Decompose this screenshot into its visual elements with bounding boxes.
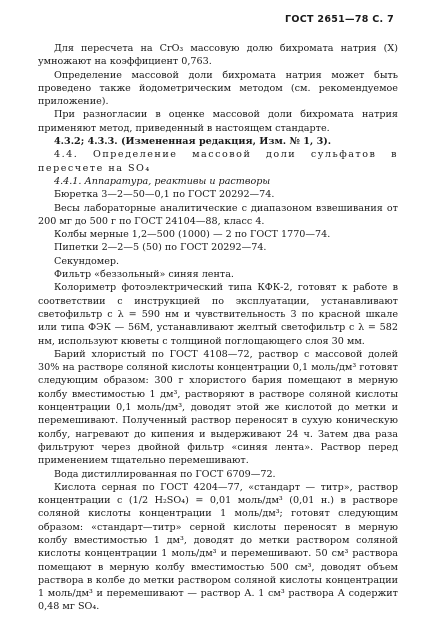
paragraph-disagreement: При разногласии в оценке массовой доли бихромата натрия применяют метод, приведенный в настоящем стандарте. (38, 109, 398, 134)
section-heading-sulfates: 4.4. Определение массовой доли сульфатов в пересчете на SO₄ (38, 149, 398, 174)
item-colorimeter: Колориметр фотоэлектрический типа КФК-2, готовят к работе в соответствии с инструкцией по эксплуатации, устанавливают светофильтр с λ = 590 нм и чувствительность 3 по красной шкале или типа ФЭК — 56М, устанавливают желтый светофильтр с λ = 582 нм, используют кюветы с толщиной поглощающего слоя 30 мм. (38, 282, 398, 347)
paragraph-amendment: 4.3.2; 4.3.3. (Измененная редакция, Изм. № 1, 3). (54, 136, 332, 148)
item-distilled-water: Вода дистиллированная по ГОСТ 6709—72. (54, 468, 276, 480)
item-flasks: Колбы мерные 1,2—500 (1000) — 2 по ГОСТ 1770—74. (54, 229, 331, 241)
item-stopwatch: Секундомер. (54, 255, 120, 267)
item-pipettes: Пипетки 2—2—5 (50) по ГОСТ 20292—74. (54, 242, 267, 254)
subsection-heading-apparatus: 4.4.1. Аппаратура, реактивы и растворы (54, 175, 271, 187)
item-barium-chloride: Барий хлористый по ГОСТ 4108—72, раствор с массовой долей 30% на растворе соляной кислоты концентрации 0,1 моль/дм³ готовят следующим образом: 300 г хлористого бария помещают в мерную колбу вместимостью 1 дм³, растворяют в растворе соляной кислоты концентрации 0,1 моль/дм³, доводят этой же кислотой до метки и перемешивают. Полученный раствор переносят в сухую коническую колбу, нагревают до кипения и выдерживают 24 ч. Затем два раза фильтруют через двойной фильтр «синяя лента». Раствор перед применением тщательно перемешивают. (38, 348, 398, 467)
document-body (38, 42, 398, 614)
item-sulfuric-acid: Кислота серная по ГОСТ 4204—77, «стандарт — титр», раствор концентрации c (1/2 H₂SO₄) = 0,01 моль/дм³ (0,01 н.) в растворе соляной кислоты концентрации 1 моль/дм³; готовят следующим образом: «стандарт—титр» серной кислоты переносят в мерную колбу вместимостью 1 дм³, доводят до метки раствором соляной кислоты концентрации 1 моль/дм³ и перемешивают. 50 см³ раствора помещают в мерную колбу вместимостью 500 см³, доводят объем раствора в колбе до метки раствором соляной кислоты концентрации 1 моль/дм³ и перемешивают — раствор А. 1 см³ раствора А содержит 0,48 мг SO₄. (38, 481, 398, 613)
item-burette: Бюретка 3—2—50—0,1 по ГОСТ 20292—74. (54, 189, 275, 201)
item-filter: Фильтр «беззольный» синяя лента. (54, 269, 234, 281)
item-scales: Весы лабораторные аналитические с диапазоном взвешивания от 200 мг до 500 г по ГОСТ 24104—88, класс 4. (38, 202, 398, 227)
page-header: ГОСТ 2651—78 С. 7 (285, 14, 394, 25)
paragraph-iodometric-method: Определение массовой доли бихромата натрия может быть проведено также йодометрическим методом (см. рекомендуемое приложение). (38, 69, 398, 108)
paragraph-crO3-conversion: Для пересчета на CrO₃ массовую долю бихромата натрия (X) умножают на коэффициент 0,763. (38, 43, 398, 68)
